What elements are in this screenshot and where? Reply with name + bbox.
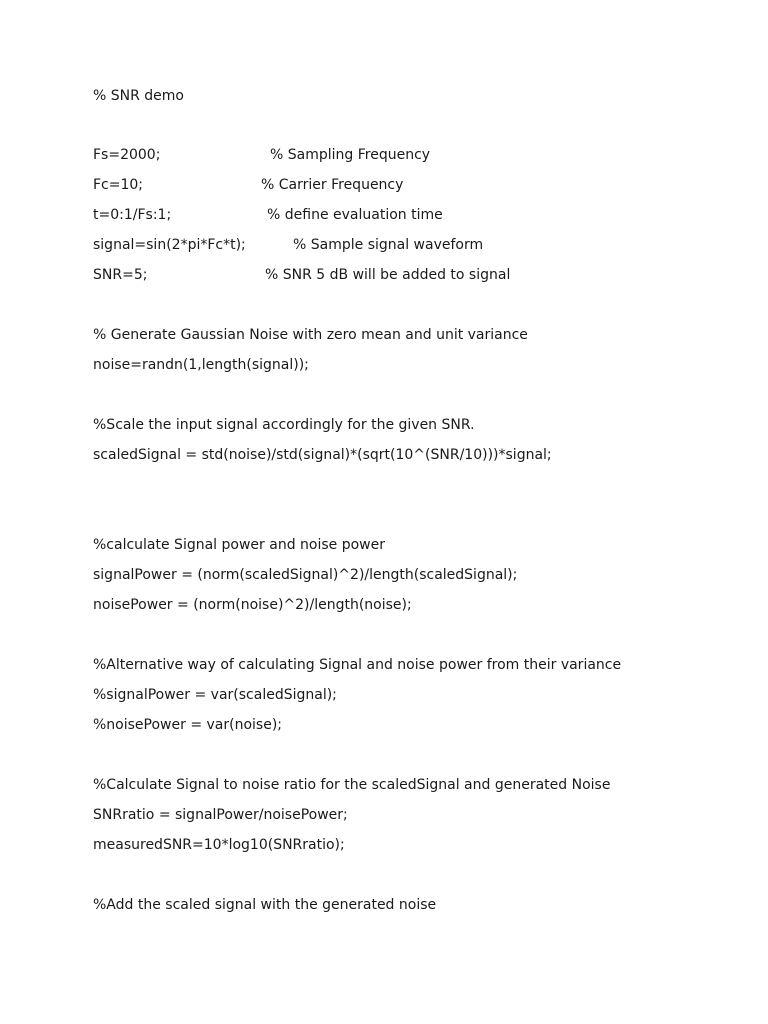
noise-comment: % Generate Gaussian Noise with zero mean and unit variance: [93, 327, 528, 343]
param-code-fc: Fc=10;: [93, 177, 144, 193]
power-comment: %calculate Signal power and noise power: [93, 537, 385, 553]
header-comment: % SNR demo: [93, 88, 184, 104]
noise-line: noise=randn(1,length(signal));: [93, 357, 309, 373]
scale-comment: %Scale the input signal accordingly for the given SNR.: [93, 417, 475, 433]
param-comment-t: % define evaluation time: [267, 207, 443, 223]
param-comment-fs: % Sampling Frequency: [270, 147, 431, 163]
alt-noise-power: %noisePower = var(noise);: [93, 717, 282, 733]
ratio-line: SNRratio = signalPower/noisePower;: [93, 807, 348, 823]
scale-line: scaledSignal = std(noise)/std(signal)*(sqrt(10^(SNR/10)))*signal;: [93, 447, 552, 463]
measured-line: measuredSNR=10*log10(SNRratio);: [93, 837, 345, 853]
alt-comment: %Alternative way of calculating Signal and noise power from their variance: [93, 657, 622, 673]
param-code-fs: Fs=2000;: [93, 147, 161, 163]
param-code-t: t=0:1/Fs:1;: [93, 207, 172, 223]
param-comment-fc: % Carrier Frequency: [261, 177, 404, 193]
param-comment-signal: % Sample signal waveform: [293, 237, 484, 253]
alt-signal-power: %signalPower = var(scaledSignal);: [93, 687, 337, 703]
add-comment: %Add the scaled signal with the generated noise: [93, 897, 437, 913]
param-comment-snr: % SNR 5 dB will be added to signal: [265, 267, 511, 283]
param-code-signal: signal=sin(2*pi*Fc*t);: [93, 237, 246, 253]
ratio-comment: %Calculate Signal to noise ratio for the scaledSignal and generated Noise: [93, 777, 611, 793]
signal-power-line: signalPower = (norm(scaledSignal)^2)/length(scaledSignal);: [93, 567, 518, 583]
noise-power-line: noisePower = (norm(noise)^2)/length(noise);: [93, 597, 412, 613]
param-code-snr: SNR=5;: [93, 267, 148, 283]
